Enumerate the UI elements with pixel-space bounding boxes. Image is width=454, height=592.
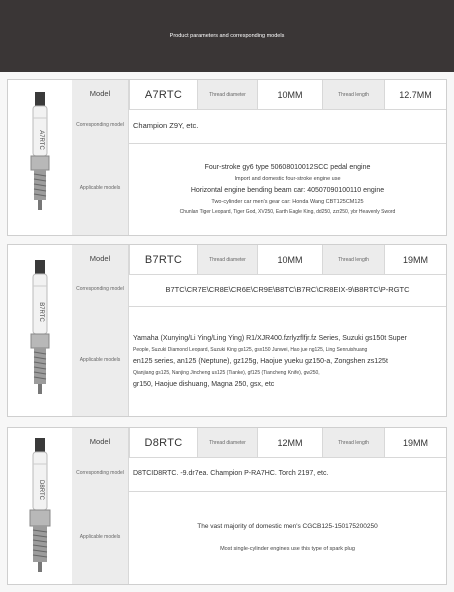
- svg-text:A7RTC: A7RTC: [38, 129, 44, 150]
- model-label: Model: [72, 428, 129, 457]
- applicable-models: Four-stroke gy6 type 50608010012SCC pedal engine Import and domestic four-stroke engine use Horizontal engine bending beam car: 40507090100110 engine Two-cylinder car men's gear car: Honda Wang CBT125CM125 Chunlan Tiger Leopard, Tiger God, XV250, Earth Eagle King, dd250, zzr250, ybr Heavenly Sword: [179, 164, 396, 215]
- spark-plug-image: [8, 80, 72, 235]
- thread-diameter-value: 10MM: [257, 245, 322, 274]
- corresponding-label: Corresponding model: [72, 274, 129, 306]
- applicable-label: Applicable models: [72, 491, 129, 584]
- corresponding-label: Corresponding model: [72, 457, 129, 491]
- thread-diameter-label: Thread diameter: [197, 428, 257, 457]
- spark-plug-image: [8, 428, 72, 584]
- thread-length-value: 19MM: [384, 245, 446, 274]
- thread-length-value: 12.7MM: [384, 80, 446, 109]
- corresponding-models: D8TCID8RTC. -9.dr7ea. Champion P-RA7HC. Torch 2197, etc.: [133, 470, 329, 478]
- thread-diameter-label: Thread diameter: [197, 80, 257, 109]
- model-code: B7RTC: [129, 245, 197, 274]
- model-label: Model: [72, 80, 129, 109]
- applicable-models: Yamaha (Xunying/Li Ying/Ling Ying) R1/XJR400.fzrlyzflfjr.fz Series, Suzuki gs150t Super People, Suzuki Diamond Leopard, Suzuki King gs125, gsx150 Junwei, Hao jue ng125, Ling Senruishuang en125 series, an125 (Neptune), gz125g, Haojue yueku gz150-a, Zongshen zs125t Qianjiang gs125, Nanjing Jincheng us125 (Tianke), gf125 (Tiancheng Knife), gw250, gr150, Haojue dishuang, Magna 250, gsx, etc: [133, 334, 407, 388]
- model-label: Model: [72, 245, 129, 274]
- model-code: A7RTC: [129, 80, 197, 109]
- product-card-d8rtc: [7, 427, 447, 585]
- svg-text:D8RTC: D8RTC: [38, 479, 44, 500]
- thread-length-label: Thread length: [322, 80, 384, 109]
- corresponding-label: Corresponding model: [72, 109, 129, 143]
- thread-diameter-value: 10MM: [257, 80, 322, 109]
- thread-length-value: 19MM: [384, 428, 446, 457]
- page-title: Product parameters and corresponding models: [169, 33, 285, 39]
- corresponding-models: Champion Z9Y, etc.: [133, 120, 199, 130]
- svg-text:B7RTC: B7RTC: [38, 301, 44, 322]
- corresponding-models: B7TC\CR7E\CR8E\CR6E\CR9E\B8TC\B7RC\CR8EIX-9\B8RTC\P-RGTC: [165, 284, 410, 294]
- page-header: [0, 0, 454, 72]
- applicable-label: Applicable models: [72, 143, 129, 235]
- thread-length-label: Thread length: [322, 245, 384, 274]
- spark-plug-image: [8, 245, 72, 416]
- applicable-models: The vast majority of domestic men's CGCB125-150175200250 Most single-cylinder engines use this type of spark plug: [197, 523, 378, 552]
- product-card-a7rtc: [7, 79, 447, 236]
- thread-length-label: Thread length: [322, 428, 384, 457]
- thread-diameter-value: 12MM: [257, 428, 322, 457]
- model-code: D8RTC: [129, 428, 197, 457]
- applicable-label: Applicable models: [72, 306, 129, 416]
- thread-diameter-label: Thread diameter: [197, 245, 257, 274]
- product-card-b7rtc: [7, 244, 447, 417]
